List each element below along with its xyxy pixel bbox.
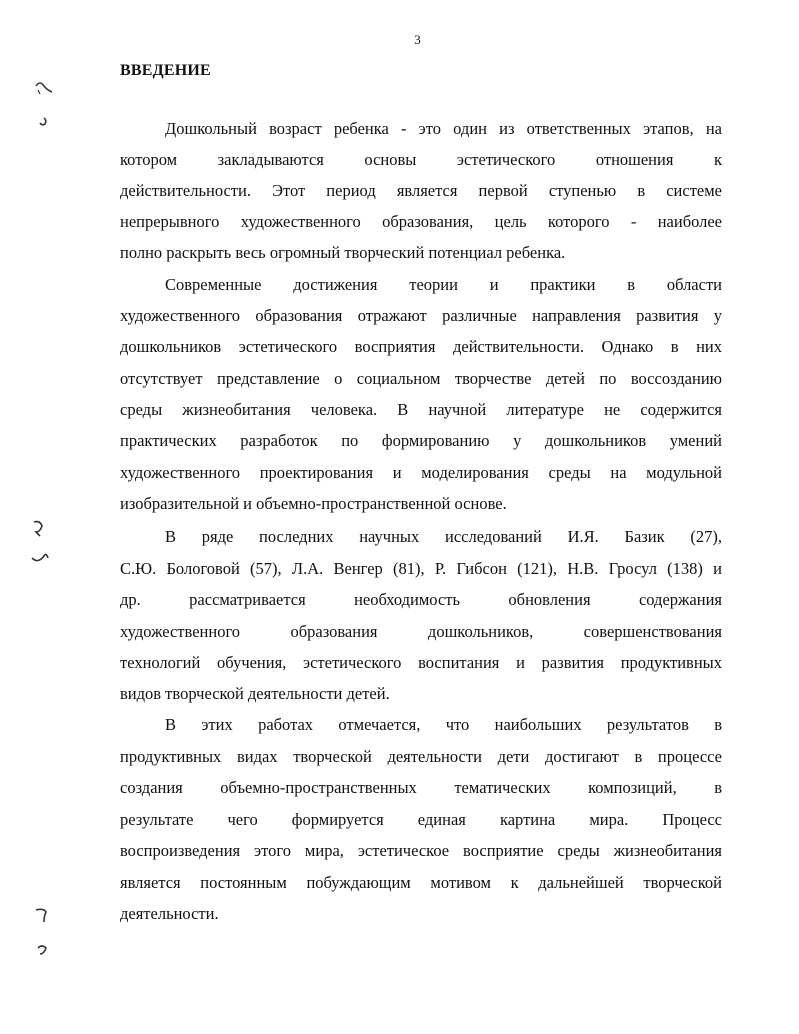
text-line: дошкольников эстетического восприятия действительности. Однако в них [120,337,722,356]
scan-mark-icon [30,904,54,964]
text-line: среды жизнеобитания человека. В научной литературе не содержится [120,400,722,419]
text-line: художественного проектирования и моделирования среды на модульной [120,463,722,482]
text-line: технологий обучения, эстетического воспитания и развития продуктивных [120,653,722,672]
text-line: С.Ю. Бологовой (57), Л.А. Венгер (81), Р. Гибсон (121), Н.В. Гросул (138) и [120,559,722,578]
text-line: В этих работах отмечается, что наибольших результатов в [165,715,722,734]
text-line: создания объемно-пространственных тематических композиций, в [120,778,722,797]
text-line: котором закладываются основы эстетического отношения к [120,150,722,169]
text-line: продуктивных видах творческой деятельности дети достигают в процессе [120,747,722,766]
text-line: изобразительной и объемно-пространственной основе. [120,494,507,513]
page-number: 3 [414,32,421,47]
text-line: В ряде последних научных исследований И.Я. Базик (27), [165,527,722,546]
text-line: отсутствует представление о социальном творчестве детей по воссозданию [120,369,722,388]
text-line: воспроизведения этого мира, эстетическое восприятие среды жизнеобитания [120,841,722,860]
text-line: непрерывного художественного образования, цель которого - наиболее [120,212,722,231]
text-line: действительности. Этот период является первой ступенью в системе [120,181,722,200]
scan-mark-icon [30,78,54,138]
text-line: художественного образования отражают различные направления развития у [120,306,722,325]
text-line: является постоянным побуждающим мотивом к дальнейшей творческой [120,873,722,892]
text-line: практических разработок по формированию у дошкольников умений [120,431,722,450]
text-line: полно раскрыть весь огромный творческий потенциал ребенка. [120,243,566,262]
text-line: видов творческой деятельности детей. [120,684,390,703]
text-line: др. рассматривается необходимость обновления содержания [120,590,722,609]
text-line: результате чего формируется единая картина мира. Процесс [120,810,722,829]
text-line: Современные достижения теории и практики в области [165,275,722,294]
text-line: Дошкольный возраст ребенка - это один из ответственных этапов, на [165,119,722,138]
scan-mark-icon [26,516,54,576]
section-heading: ВВЕДЕНИЕ [120,62,211,79]
text-line: деятельности. [120,904,219,923]
text-line: художественного образования дошкольников, совершенствования [120,622,722,641]
